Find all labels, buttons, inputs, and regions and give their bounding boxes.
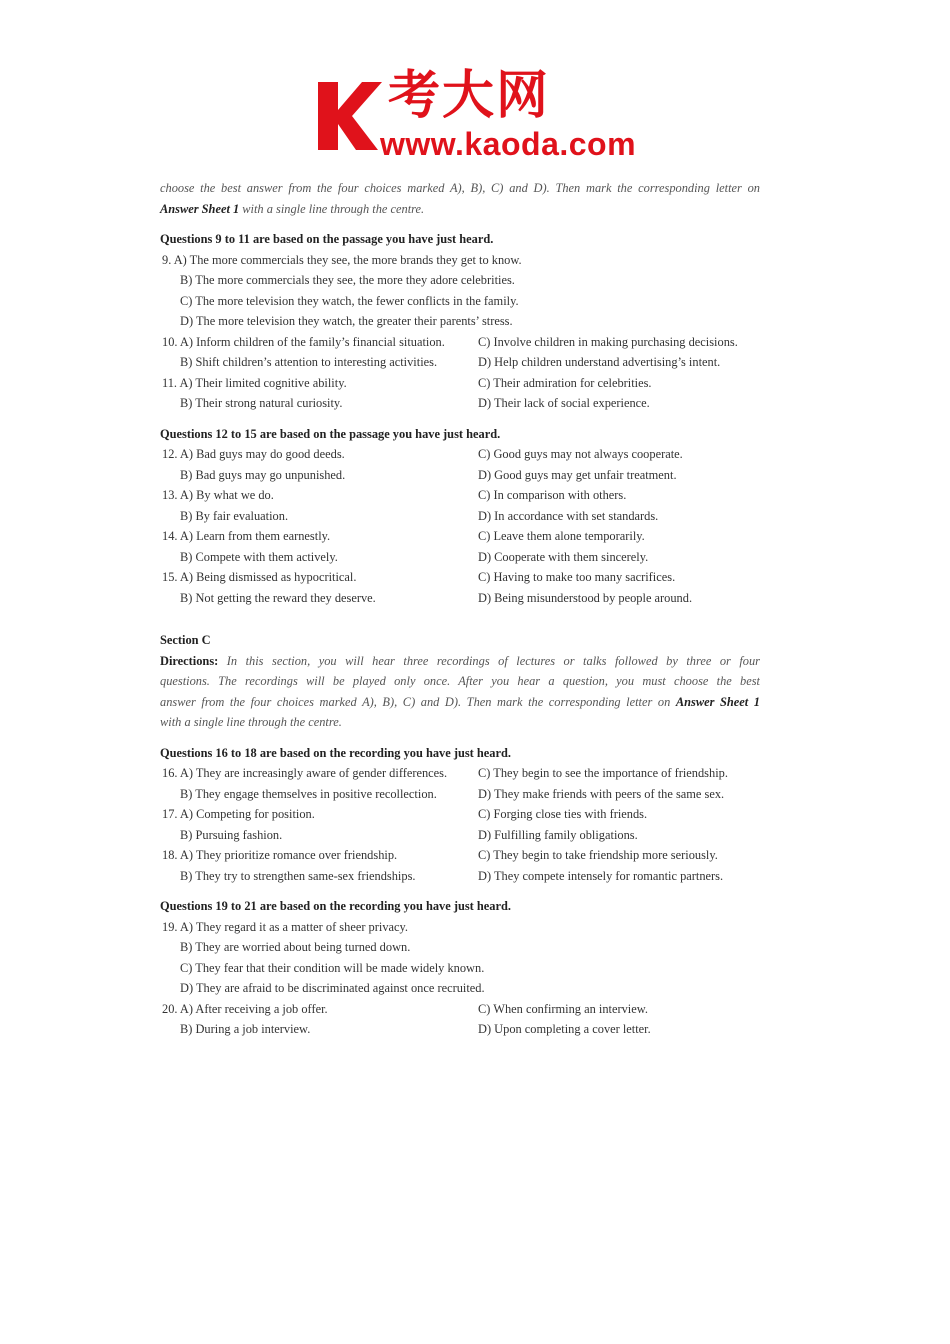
option: D) Cooperate with them sincerely. [478,549,649,564]
option: B) Compete with them actively. [180,549,338,564]
directions-line-4: with a single line through the centre. [160,715,342,729]
option: 10. A) Inform children of the family’s financial situation. [162,334,445,349]
option-row [160,1019,760,1040]
question-17 [160,804,760,825]
question-15 [160,567,760,588]
answer-sheet-ref: Answer Sheet 1 [160,201,240,216]
option-row [160,506,760,527]
option: 20. A) After receiving a job offer. [162,1001,328,1016]
option-row [160,825,760,846]
intro-line-2 [160,199,760,220]
option: C) In comparison with others. [478,488,627,502]
logo-url-text: www.kaoda.com [380,126,637,162]
option: D) Upon completing a cover letter. [478,1022,651,1036]
spacer [160,608,760,618]
section-c-title: Section C [160,633,211,647]
option-row [160,547,760,568]
option: C) They fear that their condition will be made widely known. [180,960,485,975]
option: C) Involve children in making purchasing decisions. [478,334,738,349]
option: D) The more television they watch, the greater their parents’ stress. [180,314,513,328]
option: C) The more television they watch, the fewer conflicts in the family. [180,293,519,308]
option: B) During a job interview. [180,1022,311,1036]
option: D) They compete intensely for romantic partners. [478,868,724,883]
option-row [160,465,760,486]
option: D) Their lack of social experience. [478,396,650,410]
question-13 [160,485,760,506]
directions-text-1: In this section, you will hear three recordings of lectures or talks followed by three or four [218,653,760,668]
directions-line-2: questions. The recordings will be played only once. After you hear a question, you must choose the best [160,674,760,688]
option: C) Leave them alone temporarily. [478,529,645,543]
option: 14. A) Learn from them earnestly. [162,529,331,543]
option: 9. A) The more commercials they see, the more brands they get to know. [162,252,522,267]
option-row [160,978,760,999]
option: C) When confirming an interview. [478,1001,648,1016]
kaoda-logo [318,66,638,162]
directions-label: Directions: [160,653,219,668]
group-heading-19-21: Questions 19 to 21 are based on the recording you have just heard. [160,899,511,913]
group-heading-12-15: Questions 12 to 15 are based on the passage you have just heard. [160,426,501,441]
group-heading-9-11: Questions 9 to 11 are based on the passage you have just heard. [160,232,494,246]
option-row [160,588,760,609]
directions-line-3 [160,692,760,713]
question-14 [160,526,760,547]
option: D) Help children understand advertising’s intent. [478,355,721,369]
option: C) Good guys may not always cooperate. [478,447,683,461]
question-19 [160,917,760,938]
option: B) Shift children’s attention to interesting activities. [180,355,438,369]
option: B) They try to strengthen same-sex friendships. [180,868,416,883]
option: B) Their strong natural curiosity. [180,396,343,410]
option: B) The more commercials they see, the more they adore celebrities. [180,273,515,287]
option: C) They begin to see the importance of friendship. [478,766,728,780]
option-row [160,937,760,958]
option-row [160,270,760,291]
answer-sheet-ref: Answer Sheet 1 [675,694,760,709]
option: D) In accordance with set standards. [478,508,659,523]
option: B) They are worried about being turned down. [180,940,411,954]
option: 13. A) By what we do. [162,488,274,502]
option: C) They begin to take friendship more seriously. [478,848,718,862]
option-row [160,958,760,979]
intro-line-1: choose the best answer from the four choices marked A), B), C) and D). Then mark the corresponding letter on [160,181,760,195]
intro-line-2-rest: with a single line through the centre. [239,201,425,216]
directions-text-3: answer from the four choices marked A), B), C) and D). Then mark the corresponding letter on [160,694,676,709]
option: 11. A) Their limited cognitive ability. [162,375,347,390]
option-row [160,393,760,414]
question-16 [160,763,760,784]
option: 17. A) Competing for position. [162,807,315,821]
question-18 [160,845,760,866]
option: 12. A) Bad guys may do good deeds. [162,447,345,461]
logo-chinese-text: 考大网 [388,66,551,126]
group-heading-16-18: Questions 16 to 18 are based on the recording you have just heard. [160,745,511,760]
option: B) By fair evaluation. [180,508,289,523]
option-row [160,352,760,373]
k-logo-icon [318,80,382,150]
directions-line-1 [160,651,760,672]
option-row [160,866,760,887]
option-row [160,784,760,805]
question-10 [160,332,760,353]
option-row [160,311,760,332]
option: C) Having to make too many sacrifices. [478,570,676,584]
question-11 [160,373,760,394]
option: D) Being misunderstood by people around. [478,590,693,605]
option: D) Fulfilling family obligations. [478,827,638,842]
option: B) Pursuing fashion. [180,827,283,842]
option: B) Bad guys may go unpunished. [180,467,346,482]
question-9 [160,250,760,271]
option: D) They are afraid to be discriminated against once recruited. [180,981,485,995]
option-row [160,291,760,312]
option: 16. A) They are increasingly aware of gender differences. [162,766,448,780]
option: B) Not getting the reward they deserve. [180,590,376,605]
exam-content [160,178,760,1040]
option: B) They engage themselves in positive recollection. [180,786,437,801]
question-20 [160,999,760,1020]
option: D) They make friends with peers of the same sex. [478,786,725,801]
option: 18. A) They prioritize romance over friendship. [162,848,398,862]
option: C) Forging close ties with friends. [478,807,648,821]
option: C) Their admiration for celebrities. [478,375,652,390]
option: 15. A) Being dismissed as hypocritical. [162,570,357,584]
question-12 [160,444,760,465]
option: D) Good guys may get unfair treatment. [478,467,677,482]
option: 19. A) They regard it as a matter of sheer privacy. [162,919,408,934]
